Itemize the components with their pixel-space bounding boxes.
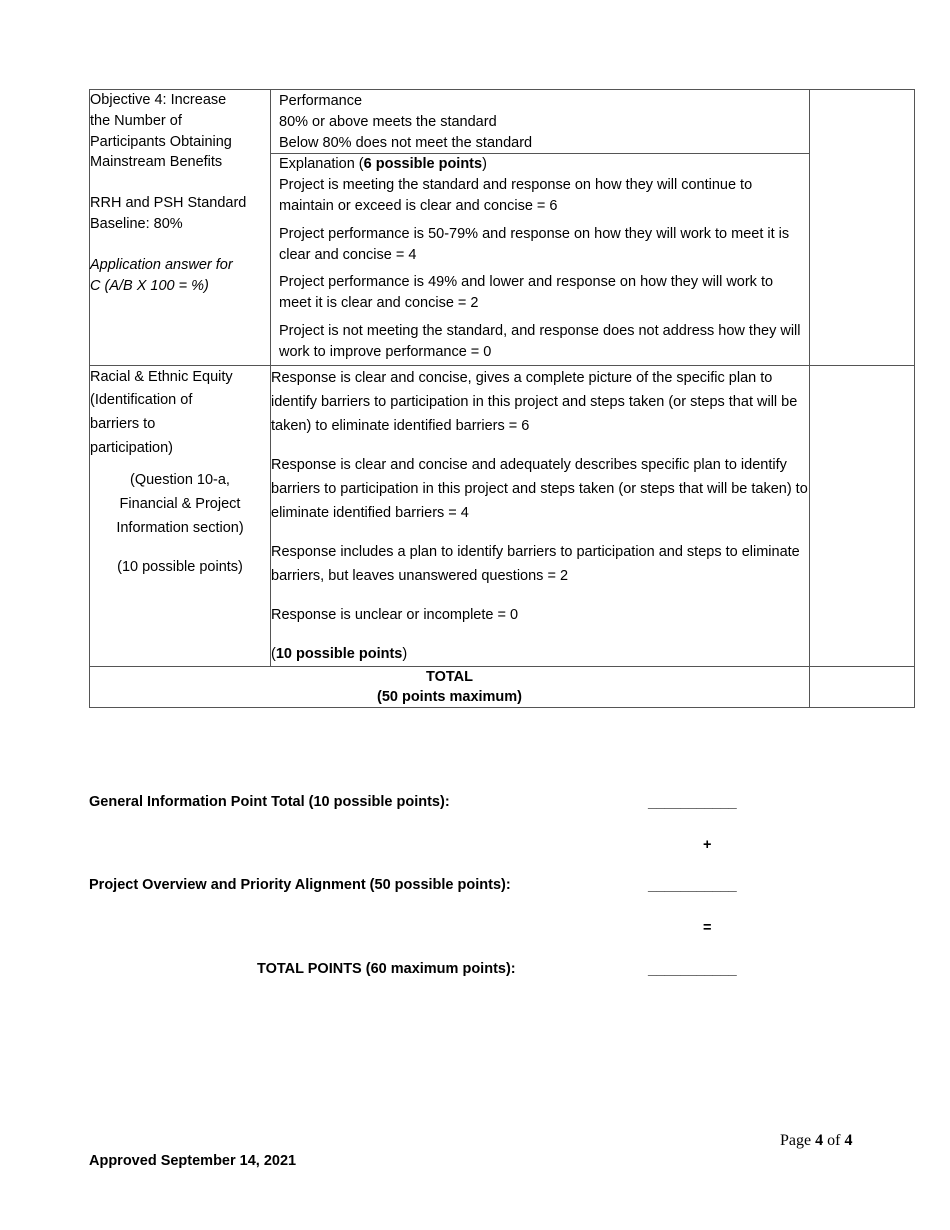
scoring-table (89, 89, 915, 708)
criterion-2: Project performance is 49% and lower and response on how they will work to meet it is clear and concise = 2 (279, 274, 774, 312)
criterion-6: Project is meeting the standard and response on how they will continue to maintain or exceed is clear and concise = 6 (279, 177, 753, 214)
standard-line: RRH and PSH Standard (90, 195, 247, 212)
objective-4-criteria-cell (90, 90, 271, 366)
explanation-block (271, 154, 809, 364)
plus-sign: + (703, 837, 712, 853)
general-info-blank[interactable]: ___________ (648, 795, 737, 811)
racial-line: Racial & Ethnic Equity (90, 368, 233, 385)
racial-possible-points: (10 possible points) (117, 559, 243, 576)
question-reference: Information section) (116, 519, 244, 536)
objective-4-line: Participants Obtaining (90, 133, 232, 150)
standard-line: Baseline: 80% (90, 215, 183, 232)
performance-heading: Performance (279, 93, 363, 109)
table-row-total (90, 666, 915, 707)
total-score-cell[interactable] (810, 666, 915, 707)
project-overview-blank[interactable]: ___________ (648, 878, 737, 894)
application-answer-line: Application answer for (90, 256, 233, 273)
total-points-blank[interactable]: ___________ (648, 962, 737, 978)
racial-equity-scoring-cell (271, 365, 810, 666)
racial-possible-points-bold: (10 possible points) (271, 645, 408, 662)
general-info-total-label: General Information Point Total (10 possible points): (89, 794, 450, 810)
racial-criterion-0: Response is unclear or incomplete = 0 (271, 606, 519, 623)
table-row-objective-4 (90, 90, 915, 366)
performance-below: Below 80% does not meet the standard (279, 134, 533, 151)
racial-criterion-6: Response is clear and concise, gives a complete picture of the specific plan to identify barriers to participation in this project and steps taken (or steps that will be taken) to eliminate identified barriers = 6 (271, 369, 798, 434)
racial-line: participation) (90, 439, 174, 456)
objective-4-line: Objective 4: Increase (90, 92, 227, 108)
objective-4-line: the Number of (90, 112, 182, 129)
application-answer-line: C (A/B X 100 = %) (90, 277, 209, 294)
project-overview-label: Project Overview and Priority Alignment (50 possible points): (89, 877, 511, 893)
approval-date: Approved September 14, 2021 (89, 1153, 297, 1169)
total-points-label: TOTAL POINTS (60 maximum points): (257, 961, 516, 977)
score-entry-cell[interactable] (810, 365, 915, 666)
total-max: (50 points maximum) (376, 688, 523, 705)
racial-line: barriers to (90, 415, 156, 432)
explanation-heading: Explanation (6 possible points) (279, 156, 487, 173)
performance-meets: 80% or above meets the standard (279, 113, 497, 130)
question-reference: (Question 10-a, (130, 472, 230, 489)
equals-sign: = (703, 920, 712, 936)
total-label-cell (90, 666, 810, 707)
racial-criterion-4: Response is clear and concise and adequately describes specific plan to identify barriers to participation in this project and steps taken (or steps that will be taken) to eliminate identified barriers = 4 (271, 456, 808, 521)
racial-criterion-2: Response includes a plan to identify barriers to participation and steps to eliminate barriers, but leaves unanswered questions = 2 (271, 543, 800, 584)
total-label: TOTAL (426, 668, 473, 685)
page-number: Page 4 of 4 (780, 1132, 853, 1149)
racial-equity-criteria-cell (90, 365, 271, 666)
criterion-4: Project performance is 50-79% and response on how they will work to meet it is clear and concise = 4 (279, 225, 790, 263)
table-row-racial-equity (90, 365, 915, 666)
criterion-0: Project is not meeting the standard, and response does not address how they will work to improve performance = 0 (279, 322, 801, 360)
racial-line: (Identification of (90, 392, 193, 409)
question-reference: Financial & Project (119, 496, 241, 513)
score-entry-cell[interactable] (810, 90, 915, 366)
performance-block (271, 90, 809, 154)
objective-4-line: Mainstream Benefits (90, 154, 223, 171)
objective-4-scoring-cell (271, 90, 810, 366)
